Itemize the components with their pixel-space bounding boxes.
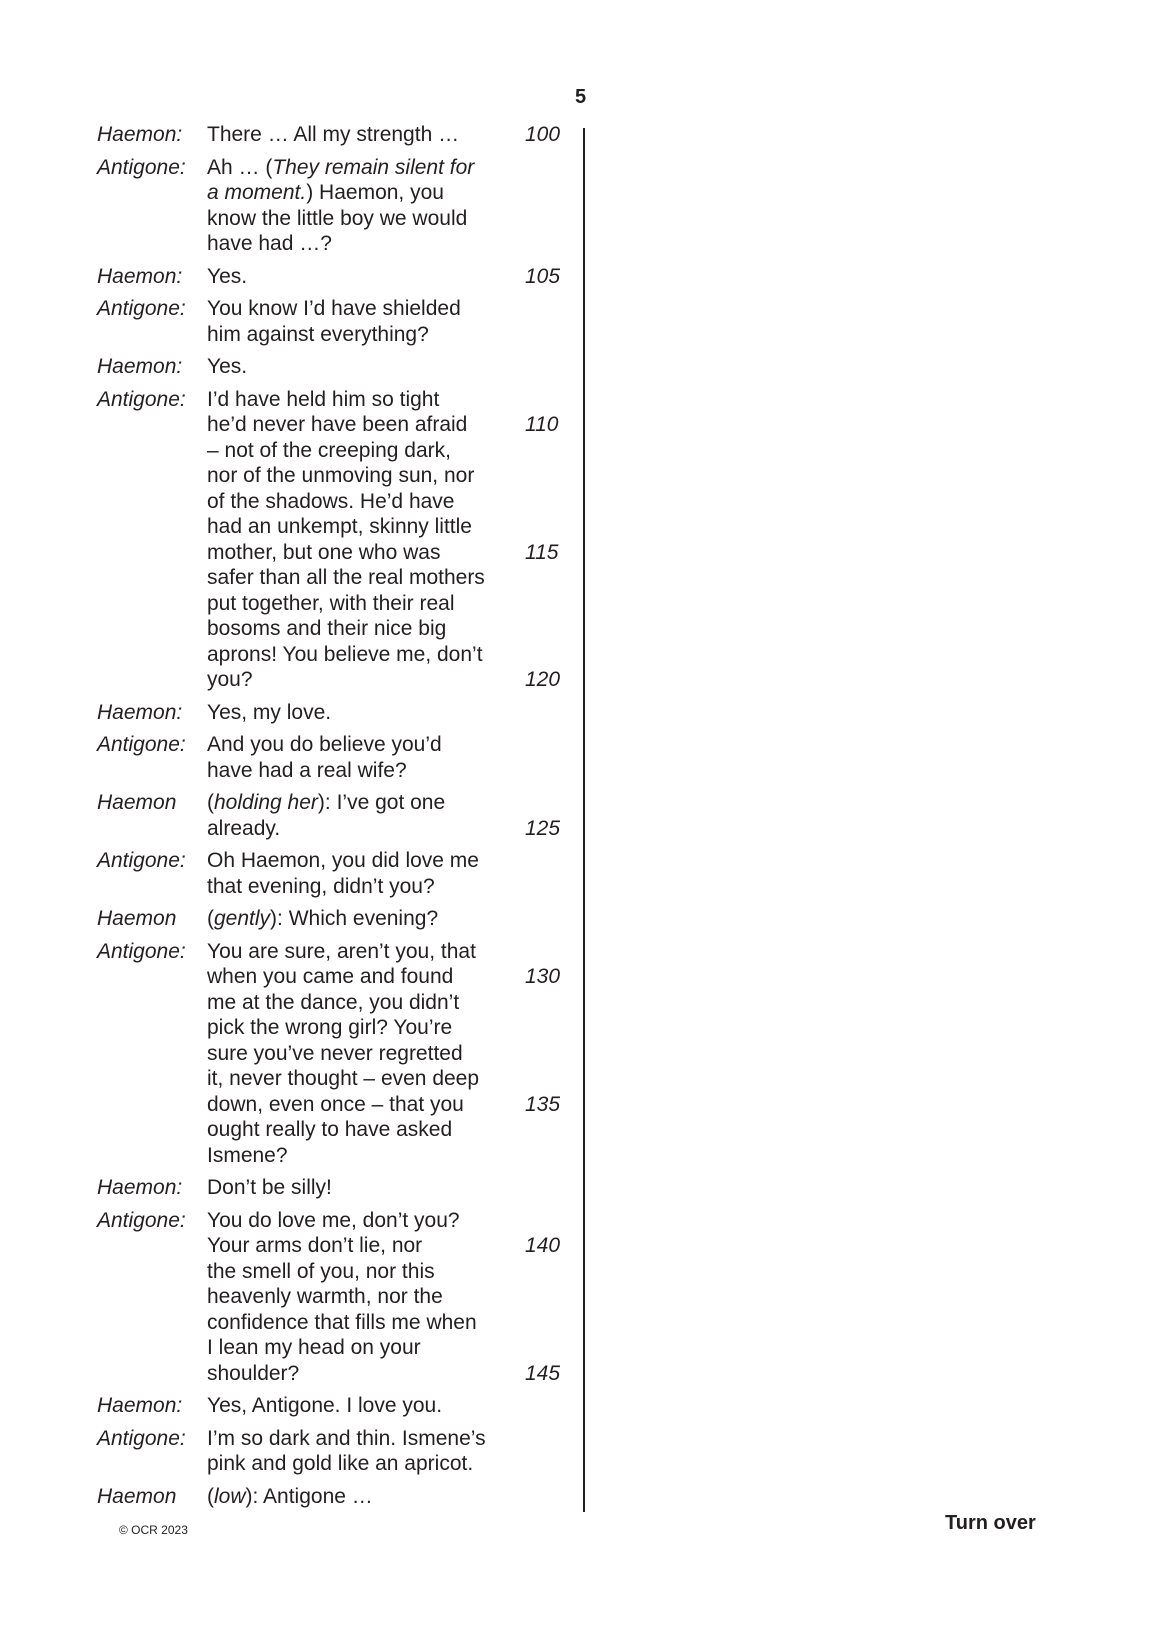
- speaker-name: Antigone:: [97, 1208, 186, 1232]
- speech-line-text: Yes, Antigone. I love you.: [207, 1394, 443, 1417]
- speaker-name: Haemon:: [97, 1394, 183, 1417]
- dialogue-row: [97, 732, 567, 783]
- speech-line-text: confidence that fills me when: [207, 1310, 477, 1334]
- speaker-name: Antigone:: [97, 387, 186, 411]
- speech-line: [207, 1208, 497, 1234]
- speech-line: [207, 489, 497, 515]
- line-number: 120: [525, 668, 561, 691]
- speech-text: [207, 1208, 561, 1387]
- speech-text: [207, 264, 561, 290]
- speech-text: [207, 790, 561, 841]
- speech-line-text: of the shadows. He’d have: [207, 489, 455, 513]
- speech-line: [207, 180, 497, 206]
- speech-line-text: have had …?: [207, 232, 332, 255]
- speech-line-text: – not of the creeping dark,: [207, 438, 451, 462]
- speech-text: [207, 700, 497, 726]
- speech-line-text: know the little boy we would: [207, 206, 468, 230]
- speaker-name: Haemon:: [97, 123, 183, 146]
- speech-line-text: shoulder?: [207, 1361, 300, 1385]
- speech-line-text: you?: [207, 668, 253, 691]
- speech-line-text: that evening, didn’t you?: [207, 874, 435, 898]
- speaker-name: Antigone:: [97, 1426, 186, 1450]
- speech-text: [207, 155, 497, 257]
- speech-line-text: heavenly warmth, nor the: [207, 1285, 443, 1308]
- dialogue-row: [97, 906, 567, 932]
- speech-line: [207, 1015, 497, 1041]
- speech-line-text: when you came and found: [207, 965, 454, 988]
- speech-line: [207, 1451, 497, 1477]
- dialogue-row: [97, 1175, 567, 1201]
- speech-text: [207, 122, 561, 148]
- speech-line-text: had an unkempt, skinny little: [207, 515, 472, 538]
- speech-text: [207, 906, 497, 932]
- speech-line: [207, 412, 559, 438]
- speech-line-text: You are sure, aren’t you, that: [207, 939, 476, 963]
- speech-line-text: Don’t be silly!: [207, 1176, 332, 1199]
- speech-line: [207, 514, 497, 540]
- speech-line-text: pick the wrong girl? You’re: [207, 1016, 453, 1039]
- speech-line-text: mother, but one who was: [207, 540, 441, 564]
- speech-line: [207, 1335, 497, 1361]
- speaker-name: Haemon:: [97, 1176, 183, 1199]
- speech-line: [207, 322, 497, 348]
- line-number: 145: [525, 1361, 561, 1385]
- dialogue-row: [97, 155, 567, 257]
- speech-line: [207, 848, 497, 874]
- speech-line-text: he’d never have been afraid: [207, 413, 468, 436]
- speech-line-text: the smell of you, nor this: [207, 1259, 435, 1283]
- speech-line-text: Yes.: [207, 264, 248, 288]
- speech-text: [207, 1393, 497, 1419]
- speech-line: [207, 231, 497, 257]
- speaker-name: Antigone:: [97, 939, 186, 963]
- speaker-name: Antigone:: [97, 155, 186, 179]
- speech-line: [207, 1117, 497, 1143]
- speech-line: [207, 1484, 497, 1510]
- speech-line: [207, 1284, 497, 1310]
- dialogue-row: [97, 122, 567, 148]
- speech-line: [207, 296, 497, 322]
- speech-line: [207, 463, 497, 489]
- speech-line-text: have had a real wife?: [207, 758, 407, 782]
- speaker-name: Haemon: [97, 1484, 177, 1508]
- speech-line-text: I’m so dark and thin. Ismene’s: [207, 1426, 486, 1450]
- speech-line: [207, 1233, 561, 1259]
- speech-text: [207, 732, 497, 783]
- speech-line: [207, 732, 497, 758]
- dialogue-row: [97, 700, 567, 726]
- speaker-name: Haemon:: [97, 264, 183, 288]
- footer-turn-over: Turn over: [945, 1512, 1036, 1534]
- dialogue-row: [97, 790, 567, 841]
- dialogue-row: [97, 1208, 567, 1387]
- line-number: 115: [525, 540, 559, 564]
- speaker-name: Antigone:: [97, 849, 186, 872]
- speech-text: [207, 1484, 497, 1510]
- speech-line-text: already.: [207, 816, 281, 840]
- dialogue-row: [97, 354, 567, 380]
- dialogue-row: [97, 1393, 567, 1419]
- speech-line: [207, 354, 497, 380]
- speech-line: [207, 1361, 561, 1387]
- speech-line: [207, 264, 561, 290]
- speech-line-text: Ismene?: [207, 1143, 288, 1167]
- speech-text: [207, 939, 561, 1169]
- speech-line: [207, 206, 497, 232]
- speech-line-text: safer than all the real mothers: [207, 566, 485, 589]
- speech-line: [207, 939, 497, 965]
- speech-line-text: aprons! You believe me, don’t: [207, 642, 483, 666]
- speech-text: [207, 1175, 497, 1201]
- speaker-name: Antigone:: [97, 733, 186, 756]
- page-number: 5: [575, 86, 587, 108]
- speech-text: [207, 387, 561, 693]
- speech-line-text: pink and gold like an apricot.: [207, 1452, 474, 1475]
- footer-copyright: © OCR 2023: [119, 1523, 188, 1537]
- line-number: 135: [525, 1092, 561, 1116]
- speech-line: [207, 1143, 497, 1169]
- line-number: 125: [525, 816, 561, 840]
- speech-line-text: You do love me, don’t you?: [207, 1208, 460, 1232]
- line-number: 130: [525, 965, 561, 988]
- speech-line-text: You know I’d have shielded: [207, 297, 461, 320]
- dialogue-row: [97, 1426, 567, 1477]
- line-number: 110: [525, 413, 559, 436]
- speech-line-text: I lean my head on your: [207, 1336, 421, 1359]
- speech-line-text: sure you’ve never regretted: [207, 1041, 463, 1065]
- speaker-name: Haemon: [97, 791, 177, 814]
- speech-text: [207, 1426, 497, 1477]
- speech-line: [207, 758, 497, 784]
- speech-line-text: it, never thought – even deep: [207, 1067, 480, 1090]
- speech-line: [207, 906, 497, 932]
- dialogue-row: [97, 296, 567, 347]
- speech-line: [207, 438, 497, 464]
- speaker-name: Haemon:: [97, 700, 183, 724]
- speech-line-text: (holding her): I’ve got one: [207, 791, 446, 814]
- speech-line-text: down, even once – that you: [207, 1092, 464, 1116]
- speech-line-text: And you do believe you’d: [207, 733, 442, 756]
- speaker-name: Haemon:: [97, 355, 183, 378]
- speech-line: [207, 1066, 497, 1092]
- speaker-name: Antigone:: [97, 297, 186, 320]
- speech-line: [207, 1041, 497, 1067]
- speech-line: [207, 642, 497, 668]
- speech-line: [207, 155, 497, 181]
- dialogue-row: [97, 848, 567, 899]
- speech-line: [207, 990, 497, 1016]
- dialogue-row: [97, 939, 567, 1169]
- speech-text: [207, 296, 497, 347]
- speech-text: [207, 354, 497, 380]
- dialogue-row: [97, 387, 567, 693]
- speech-line-text: me at the dance, you didn’t: [207, 990, 460, 1014]
- play-script-extract: [97, 122, 567, 1516]
- speech-line-text: Yes, my love.: [207, 700, 332, 724]
- speech-line: [207, 591, 497, 617]
- speech-line: [207, 874, 497, 900]
- speech-line-text: (low): Antigone …: [207, 1484, 373, 1508]
- speech-line: [207, 616, 497, 642]
- speech-line: [207, 387, 497, 413]
- speech-line: [207, 667, 561, 693]
- speech-line-text: ought really to have asked: [207, 1118, 453, 1141]
- speech-line: [207, 1310, 497, 1336]
- speech-line: [207, 565, 497, 591]
- extract-margin-rule: [583, 128, 585, 1512]
- speaker-name: Haemon: [97, 907, 177, 930]
- speech-text: [207, 848, 497, 899]
- dialogue-row: [97, 264, 567, 290]
- speech-line: [207, 1092, 561, 1118]
- speech-line-text: Your arms don’t lie, nor: [207, 1234, 423, 1257]
- speech-line-text: bosoms and their nice big: [207, 617, 447, 640]
- line-number: 140: [525, 1234, 561, 1257]
- speech-line-text: (gently): Which evening?: [207, 907, 439, 930]
- speech-line: [207, 700, 497, 726]
- speech-line-text: Oh Haemon, you did love me: [207, 849, 479, 872]
- speech-line-text: Yes.: [207, 355, 248, 378]
- line-number: 100: [525, 123, 561, 146]
- dialogue-row: [97, 1484, 567, 1510]
- line-number: 105: [525, 264, 561, 288]
- speech-line: [207, 1426, 497, 1452]
- speech-line: [207, 1393, 497, 1419]
- speech-line: [207, 816, 561, 842]
- speech-line-text: put together, with their real: [207, 591, 455, 615]
- speech-line: [207, 964, 561, 990]
- speech-line: [207, 122, 561, 148]
- speech-line-text: I’d have held him so tight: [207, 387, 440, 411]
- speech-line-text: Ah … (They remain silent for: [207, 155, 475, 179]
- speech-line: [207, 1175, 497, 1201]
- speech-line-text: There … All my strength …: [207, 123, 460, 146]
- speech-line-text: nor of the unmoving sun, nor: [207, 464, 475, 487]
- speech-line: [207, 790, 497, 816]
- speech-line-text: him against everything?: [207, 322, 429, 346]
- speech-line: [207, 540, 559, 566]
- speech-line: [207, 1259, 497, 1285]
- speech-line-text: a moment.) Haemon, you: [207, 181, 444, 204]
